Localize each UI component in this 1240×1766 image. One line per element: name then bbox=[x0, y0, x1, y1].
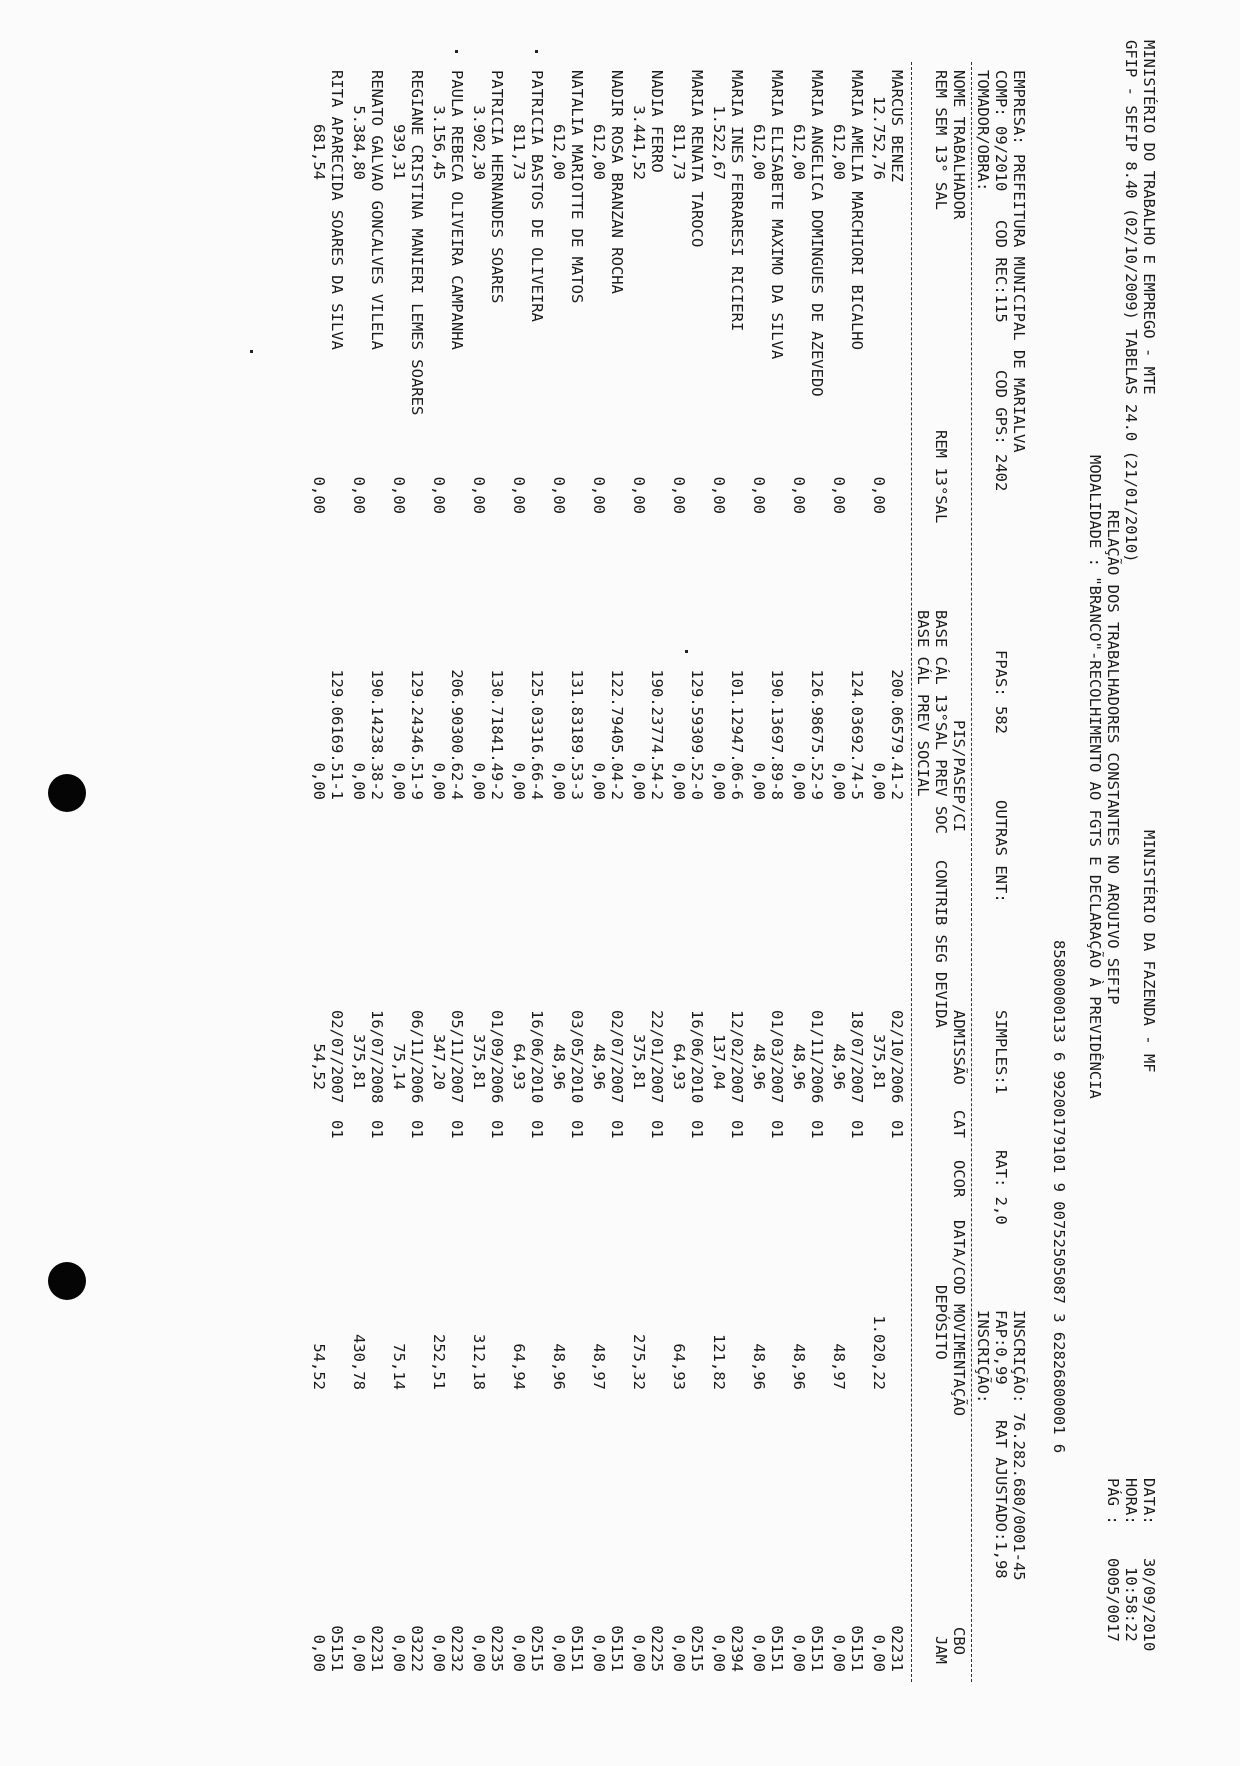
worker-pis: 129.24346.51-9 bbox=[408, 669, 426, 800]
worker-name: PATRICIA HERNANDES SOARES bbox=[488, 70, 506, 304]
worker-pis: 206.90300.62-4 bbox=[448, 669, 466, 800]
worker-cat: 01 bbox=[568, 1120, 586, 1139]
worker-contrib: 375,81 bbox=[630, 1034, 648, 1090]
worker-rem-sem13: 3.902,30 bbox=[470, 105, 488, 180]
worker-admissao: 01/11/2006 bbox=[808, 1010, 826, 1104]
worker-cat: 01 bbox=[328, 1120, 346, 1139]
worker-base-13sal: 0,00 bbox=[590, 762, 608, 800]
worker-name: NADIA FERRO bbox=[648, 70, 666, 173]
worker-base-13sal: 0,00 bbox=[310, 762, 328, 800]
col-rem-sem: REM SEM 13° SAL bbox=[932, 70, 950, 210]
worker-pis: 101.12947.06-6 bbox=[728, 669, 746, 800]
worker-pis: 125.03316.66-4 bbox=[528, 669, 546, 800]
col-base-prev: BASE CÁL PREV SOCIAL bbox=[914, 610, 932, 797]
col-deposito: DEPÓSITO bbox=[932, 1285, 950, 1360]
worker-deposito: 64,93 bbox=[670, 1343, 688, 1390]
worker-cbo: 05151 bbox=[768, 1625, 786, 1672]
worker-deposito: 1.020,22 bbox=[870, 1315, 888, 1390]
outras-ent: OUTRAS ENT: bbox=[992, 800, 1010, 903]
worker-deposito: 48,97 bbox=[830, 1343, 848, 1390]
worker-rem-sem13: 811,73 bbox=[670, 124, 688, 180]
inscricao-tomador: INSCRIÇÃO: bbox=[974, 1310, 992, 1404]
worker-pis: 130.71841.49-2 bbox=[488, 669, 506, 800]
worker-contrib: 347,20 bbox=[430, 1034, 448, 1090]
worker-cat: 01 bbox=[648, 1120, 666, 1139]
worker-pis: 126.98675.52-9 bbox=[808, 669, 826, 800]
worker-cbo: 02232 bbox=[448, 1625, 466, 1672]
worker-name: MARIA INES FERRARESI RICIERI bbox=[728, 70, 746, 332]
worker-contrib: 48,96 bbox=[550, 1043, 568, 1090]
worker-pis: 190.23774.54-2 bbox=[648, 669, 666, 800]
worker-contrib: 375,81 bbox=[470, 1034, 488, 1090]
col-contrib: CONTRIB SEG DEVIDA bbox=[932, 860, 950, 1028]
worker-jam: 0,00 bbox=[470, 1634, 488, 1672]
worker-rem-13sal: 0,00 bbox=[590, 476, 608, 514]
worker-cat: 01 bbox=[728, 1120, 746, 1139]
col-ocor: OCOR bbox=[950, 1160, 968, 1198]
col-nome: NOME TRABALHADOR bbox=[950, 70, 968, 220]
worker-base-13sal: 0,00 bbox=[630, 762, 648, 800]
worker-pis: 131.83189.53-3 bbox=[568, 669, 586, 800]
worker-cat: 01 bbox=[608, 1120, 626, 1139]
worker-contrib: 375,81 bbox=[870, 1034, 888, 1090]
worker-cat: 01 bbox=[368, 1120, 386, 1139]
worker-jam: 0,00 bbox=[830, 1634, 848, 1672]
worker-admissao: 16/06/2010 bbox=[528, 1010, 546, 1104]
worker-cat: 01 bbox=[688, 1120, 706, 1139]
worker-name: REGIANE CRISTINA MANIERI LEMES SOARES bbox=[408, 70, 426, 416]
worker-rem-13sal: 0,00 bbox=[670, 476, 688, 514]
worker-rem-sem13: 12.752,76 bbox=[870, 96, 888, 180]
worker-admissao: 16/06/2010 bbox=[688, 1010, 706, 1104]
worker-cbo: 02515 bbox=[688, 1625, 706, 1672]
worker-deposito: 48,96 bbox=[790, 1343, 808, 1390]
worker-rem-13sal: 0,00 bbox=[750, 476, 768, 514]
hour-value: 10:58:22 bbox=[1122, 1567, 1140, 1642]
fap: FAP:0,99 bbox=[992, 1310, 1010, 1385]
worker-admissao: 18/07/2007 bbox=[848, 1010, 866, 1104]
worker-name: RENATO GALVAO GONCALVES VILELA bbox=[368, 70, 386, 350]
worker-deposito: 252,51 bbox=[430, 1334, 448, 1390]
tomador: TOMADOR/OBRA: bbox=[974, 70, 992, 192]
worker-jam: 0,00 bbox=[550, 1634, 568, 1672]
worker-contrib: 48,96 bbox=[590, 1043, 608, 1090]
worker-cat: 01 bbox=[528, 1120, 546, 1139]
worker-name: PAULA REBECA OLIVEIRA CAMPANHA bbox=[448, 70, 466, 350]
worker-cat: 01 bbox=[808, 1120, 826, 1139]
worker-cbo: 03222 bbox=[408, 1625, 426, 1672]
worker-jam: 0,00 bbox=[870, 1634, 888, 1672]
worker-admissao: 12/02/2007 bbox=[728, 1010, 746, 1104]
worker-base-13sal: 0,00 bbox=[510, 762, 528, 800]
simples: SIMPLES:1 bbox=[992, 1010, 1010, 1094]
scan-speck bbox=[535, 50, 538, 53]
worker-deposito: 48,97 bbox=[590, 1343, 608, 1390]
worker-pis: 190.13697.89-8 bbox=[768, 669, 786, 800]
worker-rem-sem13: 3.441,52 bbox=[630, 105, 648, 180]
worker-name: MARIA ANGELICA DOMINGUES DE AZEVEDO bbox=[808, 70, 826, 397]
rotated-report bbox=[158, 10, 1158, 1710]
worker-cbo: 05151 bbox=[608, 1625, 626, 1672]
worker-cbo: 05151 bbox=[568, 1625, 586, 1672]
worker-rem-13sal: 0,00 bbox=[350, 476, 368, 514]
punch-hole-top bbox=[48, 774, 86, 812]
worker-base-13sal: 0,00 bbox=[550, 762, 568, 800]
worker-cat: 01 bbox=[768, 1120, 786, 1139]
worker-rem-sem13: 612,00 bbox=[790, 124, 808, 180]
worker-rem-sem13: 1.522,67 bbox=[710, 105, 728, 180]
worker-rem-sem13: 612,00 bbox=[830, 124, 848, 180]
worker-cat: 01 bbox=[408, 1120, 426, 1139]
hour-label: HORA: bbox=[1122, 1478, 1140, 1525]
worker-admissao: 02/07/2007 bbox=[608, 1010, 626, 1104]
worker-jam: 0,00 bbox=[710, 1634, 728, 1672]
company-name: EMPRESA: PREFEITURA MUNICIPAL DE MARIALVA bbox=[1010, 70, 1028, 453]
worker-cbo: 05151 bbox=[848, 1625, 866, 1672]
col-jam: JAM bbox=[932, 1636, 950, 1664]
worker-pis: 190.14238.38-2 bbox=[368, 669, 386, 800]
worker-deposito: 430,78 bbox=[350, 1334, 368, 1390]
worker-admissao: 22/01/2007 bbox=[648, 1010, 666, 1104]
worker-admissao: 03/05/2010 bbox=[568, 1010, 586, 1104]
worker-base-13sal: 0,00 bbox=[830, 762, 848, 800]
worker-rem-13sal: 0,00 bbox=[870, 476, 888, 514]
worker-rem-13sal: 0,00 bbox=[710, 476, 728, 514]
worker-pis: 129.59309.52-0 bbox=[688, 669, 706, 800]
page-label: PÁG : bbox=[1104, 1478, 1122, 1525]
worker-base-13sal: 0,00 bbox=[390, 762, 408, 800]
worker-base-13sal: 0,00 bbox=[670, 762, 688, 800]
date-label: DATA: bbox=[1140, 1478, 1158, 1525]
worker-rem-13sal: 0,00 bbox=[470, 476, 488, 514]
rat: RAT: 2,0 bbox=[992, 1150, 1010, 1225]
worker-deposito: 312,18 bbox=[470, 1334, 488, 1390]
worker-contrib: 48,96 bbox=[750, 1043, 768, 1090]
worker-pis: 129.06169.51-1 bbox=[328, 669, 346, 800]
col-data-cod: DATA/COD MOVIMENTAÇÃO bbox=[950, 1220, 968, 1416]
cod-gps: COD GPS: 2402 bbox=[992, 370, 1010, 492]
worker-admissao: 02/07/2007 bbox=[328, 1010, 346, 1104]
worker-contrib: 48,96 bbox=[830, 1043, 848, 1090]
col-cat: CAT bbox=[950, 1110, 968, 1138]
worker-jam: 0,00 bbox=[350, 1634, 368, 1672]
worker-rem-sem13: 939,31 bbox=[390, 124, 408, 180]
worker-rem-13sal: 0,00 bbox=[510, 476, 528, 514]
worker-rem-sem13: 681,54 bbox=[310, 124, 328, 180]
scan-speck bbox=[685, 650, 688, 653]
worker-contrib: 375,81 bbox=[350, 1034, 368, 1090]
system-version: GFIP - SEFIP 8.40 (02/10/2009) TABELAS 24.0 (21/01/2010) bbox=[1122, 40, 1140, 563]
worker-contrib: 64,93 bbox=[670, 1043, 688, 1090]
worker-name: MARCUS BENEZ bbox=[888, 70, 906, 182]
worker-deposito: 54,52 bbox=[310, 1343, 328, 1390]
ministry-finance: MINISTÉRIO DA FAZENDA - MF bbox=[1140, 830, 1158, 1073]
worker-cbo: 02231 bbox=[888, 1625, 906, 1672]
divider-top bbox=[971, 62, 972, 1682]
worker-contrib: 54,52 bbox=[310, 1043, 328, 1090]
scan-speck bbox=[250, 350, 253, 353]
worker-rem-sem13: 5.384,80 bbox=[350, 105, 368, 180]
worker-jam: 0,00 bbox=[390, 1634, 408, 1672]
worker-admissao: 06/11/2006 bbox=[408, 1010, 426, 1104]
worker-rem-13sal: 0,00 bbox=[630, 476, 648, 514]
worker-rem-13sal: 0,00 bbox=[430, 476, 448, 514]
worker-cat: 01 bbox=[888, 1120, 906, 1139]
worker-rem-sem13: 612,00 bbox=[750, 124, 768, 180]
worker-base-13sal: 0,00 bbox=[710, 762, 728, 800]
worker-rem-sem13: 612,00 bbox=[550, 124, 568, 180]
col-pis: PIS/PASEP/CI bbox=[950, 720, 968, 832]
worker-cbo: 02235 bbox=[488, 1625, 506, 1672]
worker-deposito: 48,96 bbox=[550, 1343, 568, 1390]
worker-name: MARIA RENATA TAROCO bbox=[688, 70, 706, 248]
worker-cat: 01 bbox=[488, 1120, 506, 1139]
worker-admissao: 01/03/2007 bbox=[768, 1010, 786, 1104]
worker-base-13sal: 0,00 bbox=[470, 762, 488, 800]
company-inscricao: INSCRIÇÃO: 76.282.680/0001-45 bbox=[1010, 1310, 1028, 1581]
worker-contrib: 64,93 bbox=[510, 1043, 528, 1090]
ministry-labor: MINISTÉRIO DO TRABALHO E EMPREGO - MTE bbox=[1140, 40, 1158, 395]
scan-speck bbox=[455, 50, 458, 53]
col-rem-13: REM 13°SAL bbox=[932, 430, 950, 524]
worker-admissao: 01/09/2006 bbox=[488, 1010, 506, 1104]
worker-rem-13sal: 0,00 bbox=[310, 476, 328, 514]
worker-jam: 0,00 bbox=[750, 1634, 768, 1672]
worker-base-13sal: 0,00 bbox=[790, 762, 808, 800]
worker-admissao: 16/07/2008 bbox=[368, 1010, 386, 1104]
worker-jam: 0,00 bbox=[310, 1634, 328, 1672]
worker-jam: 0,00 bbox=[590, 1634, 608, 1672]
worker-name: MARIA ELISABETE MAXIMO DA SILVA bbox=[768, 70, 786, 360]
worker-rem-13sal: 0,00 bbox=[830, 476, 848, 514]
worker-deposito: 64,94 bbox=[510, 1343, 528, 1390]
worker-cbo: 02231 bbox=[368, 1625, 386, 1672]
report-title: RELAÇÃO DOS TRABALHADORES CONSTANTES NO ARQUIVO SEFIP bbox=[1104, 510, 1122, 1005]
col-cbo: CBO bbox=[950, 1627, 968, 1655]
worker-rem-sem13: 811,73 bbox=[510, 124, 528, 180]
worker-rem-13sal: 0,00 bbox=[390, 476, 408, 514]
modality: MODALIDADE : "BRANCO"-RECOLHIMENTO AO FGTS E DECLARAÇÃO À PREVIDÊNCIA bbox=[1086, 455, 1104, 1099]
worker-name: NADIR ROSA BRANZAN ROCHA bbox=[608, 70, 626, 294]
worker-name: RITA APARECIDA SOARES DA SILVA bbox=[328, 70, 346, 350]
worker-pis: 124.03692.74-5 bbox=[848, 669, 866, 800]
worker-rem-13sal: 0,00 bbox=[790, 476, 808, 514]
worker-jam: 0,00 bbox=[510, 1634, 528, 1672]
worker-contrib: 137,04 bbox=[710, 1034, 728, 1090]
worker-base-13sal: 0,00 bbox=[350, 762, 368, 800]
worker-contrib: 75,14 bbox=[390, 1043, 408, 1090]
worker-base-13sal: 0,00 bbox=[750, 762, 768, 800]
worker-deposito: 48,96 bbox=[750, 1343, 768, 1390]
worker-admissao: 02/10/2006 bbox=[888, 1010, 906, 1104]
worker-rem-sem13: 3.156,45 bbox=[430, 105, 448, 180]
divider-header bbox=[911, 62, 912, 1682]
date-value: 30/09/2010 bbox=[1140, 1558, 1158, 1652]
worker-rem-sem13: 612,00 bbox=[590, 124, 608, 180]
worker-deposito: 275,32 bbox=[630, 1334, 648, 1390]
worker-cbo: 02225 bbox=[648, 1625, 666, 1672]
page-value: 0005/0017 bbox=[1104, 1558, 1122, 1642]
rat-ajustado: RAT AJUSTADO:1,98 bbox=[992, 1420, 1010, 1579]
worker-cat: 01 bbox=[448, 1120, 466, 1139]
worker-cat: 01 bbox=[848, 1120, 866, 1139]
worker-name: PATRICIA BASTOS DE OLIVEIRA bbox=[528, 70, 546, 322]
worker-deposito: 121,82 bbox=[710, 1334, 728, 1390]
comp: COMP: 09/2010 bbox=[992, 70, 1010, 192]
worker-deposito: 75,14 bbox=[390, 1343, 408, 1390]
worker-jam: 0,00 bbox=[790, 1634, 808, 1672]
punch-hole-bottom bbox=[48, 1262, 86, 1300]
worker-jam: 0,00 bbox=[430, 1634, 448, 1672]
worker-jam: 0,00 bbox=[670, 1634, 688, 1672]
worker-admissao: 05/11/2007 bbox=[448, 1010, 466, 1104]
worker-pis: 122.79405.04-2 bbox=[608, 669, 626, 800]
fpas: FPAS: 582 bbox=[992, 650, 1010, 734]
col-admissao: ADMISSÃO bbox=[950, 1010, 968, 1085]
worker-jam: 0,00 bbox=[630, 1634, 648, 1672]
worker-rem-13sal: 0,00 bbox=[550, 476, 568, 514]
worker-name: NATALIA MARIOTTE DE MATOS bbox=[568, 70, 586, 304]
worker-base-13sal: 0,00 bbox=[430, 762, 448, 800]
worker-name: MARIA AMELIA MARCHIORI BICALHO bbox=[848, 70, 866, 350]
col-base-13: BASE CÁL 13°SAL PREV SOC bbox=[932, 610, 950, 834]
worker-cbo: 05151 bbox=[328, 1625, 346, 1672]
worker-contrib: 48,96 bbox=[790, 1043, 808, 1090]
cod-rec: COD REC:115 bbox=[992, 220, 1010, 323]
barcode-number: 85800000133 6 99200179101 9 00752505087 3 62826800001 6 bbox=[1050, 940, 1068, 1454]
worker-cbo: 05151 bbox=[808, 1625, 826, 1672]
worker-cbo: 02515 bbox=[528, 1625, 546, 1672]
worker-base-13sal: 0,00 bbox=[870, 762, 888, 800]
worker-pis: 200.06579.41-2 bbox=[888, 669, 906, 800]
worker-cbo: 02394 bbox=[728, 1625, 746, 1672]
